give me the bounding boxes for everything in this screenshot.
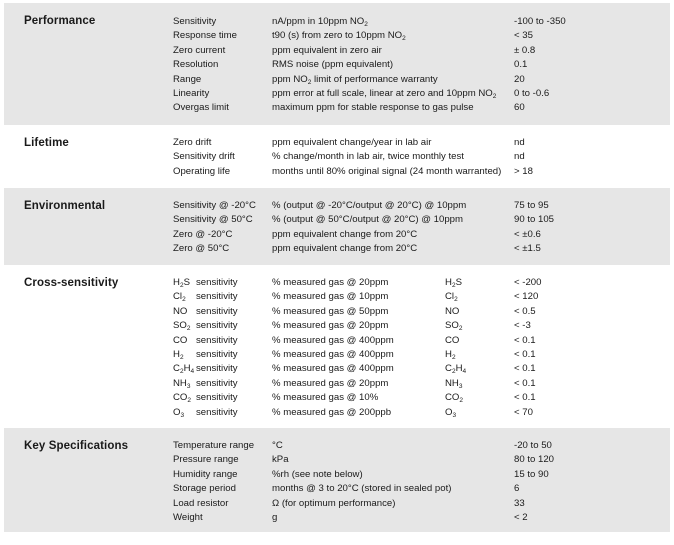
spec-description: g [272,512,278,523]
spec-description: kPa [272,454,289,466]
spec-parameter [173,391,238,405]
spec-parameter: Sensitivity [173,16,217,27]
spec-row [4,439,670,453]
spec-description: % measured gas @ 400ppm [272,363,394,375]
spec-parameter: Range [173,73,202,85]
spec-value: < 0.1 [514,392,536,404]
spec-value: 15 to 90 [514,468,549,480]
spec-description: % measured gas @ 50ppm [272,305,389,317]
spec-description: ppm $NO_2$ limit of performance warranty [272,73,438,86]
spec-row [4,305,670,319]
spec-value: 75 to 95 [514,200,549,211]
spec-description: % measured gas @ 200ppb [272,406,392,418]
sensitivity-label: sensitivity [196,334,238,346]
spec-row [4,44,670,58]
spec-parameter: Zero @ 50°C [173,243,230,255]
gas-formula: NO [173,305,188,317]
spec-parameter [173,377,238,391]
spec-value: < 0.5 [514,305,536,317]
spec-parameter: Weight [173,512,203,523]
spec-row [4,101,670,115]
test-gas: CO [445,334,460,346]
spec-description: ppm equivalent change from 20°C [272,228,418,240]
spec-row [4,290,670,304]
sensitivity-label: sensitivity [196,377,238,389]
spec-value: 0 to -0.6 [514,88,550,99]
gas-formula: $H_2$ [173,349,184,361]
section-environmental [4,188,670,265]
sensitivity-label: sensitivity [196,320,238,332]
sensitivity-label: sensitivity [196,349,238,360]
spec-row [4,136,670,150]
spec-value: < 0.1 [514,377,536,389]
spec-description: % measured gas @ 20ppm [272,377,389,389]
spec-value: 6 [514,483,520,495]
spec-description: % measured gas @ 10% [272,392,379,404]
spec-description: ppm equivalent change from 20°C [272,243,418,255]
spec-value: 0.1 [514,59,528,71]
spec-row [4,199,670,213]
spec-parameter: Zero drift [173,137,212,148]
spec-value: -20 to 50 [514,440,552,451]
spec-description: % change/month in lab air, twice monthly test [272,151,464,163]
gas-formula: $H_2S$ [173,277,190,289]
spec-description: %rh (see note below) [272,468,363,480]
sensitivity-label: sensitivity [196,291,238,303]
spec-parameter: Storage period [173,483,236,495]
spec-parameter: Overgas limit [173,102,229,114]
spec-parameter: Humidity range [173,468,238,480]
test-gas: $NH_3$ [445,377,463,390]
spec-row [4,165,670,179]
spec-row [4,228,670,242]
spec-parameter [173,406,238,420]
spec-parameter: Resolution [173,59,219,71]
section-title: Lifetime [24,137,69,149]
gas-formula: $O_3$ [173,406,185,419]
spec-row [4,213,670,227]
spec-parameter: Zero current [173,44,226,56]
spec-description: % measured gas @ 10ppm [272,291,389,303]
spec-parameter [173,276,238,290]
spec-row [4,348,670,362]
spec-value: < 0.1 [514,349,536,360]
spec-description: ppm error at full scale, linear at zero and 10ppm $NO_2$ [272,88,497,100]
spec-description: °C [272,440,283,451]
spec-value: > 18 [514,165,533,177]
spec-value: < 35 [514,30,533,42]
gas-formula: $SO_2$ [173,320,191,333]
section-lifetime [4,125,670,188]
spec-row [4,319,670,333]
spec-parameter: Operating life [173,165,231,177]
test-gas: $H_2S$ [445,277,462,289]
spec-value: < 120 [514,291,539,303]
spec-value: nd [514,151,525,163]
spec-description: maximum ppm for stable response to gas pulse [272,102,474,114]
spec-parameter: Zero @ -20°C [173,228,233,240]
spec-description: % (output @ -20°C/output @ 20°C) @ 10ppm [272,200,467,211]
spec-description: ppm equivalent in zero air [272,44,382,56]
spec-value: < 0.1 [514,363,536,375]
spec-description: % measured gas @ 20ppm [272,277,389,288]
spec-row [4,468,670,482]
test-gas: $H_2$ [445,349,456,361]
section-title: Key Specifications [24,440,129,452]
test-gas: $O_3$ [445,406,457,419]
spec-row [4,73,670,87]
section-title: Performance [24,15,96,27]
spec-parameter [173,319,238,333]
spec-value: 20 [514,73,525,85]
spec-row [4,242,670,256]
spec-value: < -200 [514,277,542,288]
sensitivity-label: sensitivity [196,363,238,375]
spec-parameter [173,305,238,319]
spec-description: % measured gas @ 400ppm [272,334,394,346]
spec-parameter: Sensitivity @ -20°C [173,200,256,211]
section-key-specifications [4,428,670,532]
spec-row [4,482,670,496]
section-title: Cross-sensitivity [24,277,119,289]
spec-parameter: Temperature range [173,440,255,451]
spec-value: -100 to -350 [514,16,566,27]
spec-row [4,15,670,29]
spec-description: t90 (s) from zero to 10ppm $NO_2$ [272,30,406,43]
section-cross-sensitivity [4,265,670,428]
spec-row [4,150,670,164]
sensitivity-label: sensitivity [196,406,238,418]
gas-formula: $CO_2$ [173,392,192,405]
spec-row [4,362,670,376]
spec-value: < ±1.5 [514,243,541,255]
spec-row [4,406,670,420]
spec-parameter: Linearity [173,88,210,99]
spec-description: RMS noise (ppm equivalent) [272,59,394,71]
spec-value: < 2 [514,512,528,523]
spec-row [4,497,670,511]
spec-description: ppm equivalent change/year in lab air [272,137,432,148]
spec-description: % (output @ 50°C/output @ 20°C) @ 10ppm [272,214,464,226]
spec-parameter [173,334,238,348]
spec-description: months until 80% original signal (24 month warranted) [272,165,502,177]
spec-parameter: Sensitivity @ 50°C [173,214,253,226]
spec-row [4,377,670,391]
test-gas: $CO_2$ [445,392,464,405]
spec-value: < -3 [514,320,531,332]
spec-description: % measured gas @ 400ppm [272,349,394,360]
sensitivity-label: sensitivity [196,277,238,288]
spec-value: ± 0.8 [514,44,536,56]
gas-formula: $NH_3$ [173,377,191,390]
spec-parameter [173,348,238,362]
test-gas: $SO_2$ [445,320,463,333]
spec-row [4,87,670,101]
test-gas: NO [445,305,460,317]
gas-formula: $Cl_2$ [173,291,186,304]
spec-description: months @ 3 to 20°C (stored in sealed pot) [272,483,452,495]
spec-parameter [173,362,238,376]
spec-value: 90 to 105 [514,214,555,226]
spec-row [4,58,670,72]
spec-parameter: Load resistor [173,497,229,509]
spec-value: nd [514,137,525,148]
spec-description: nA/ppm in 10ppm $NO_2$ [272,16,368,28]
spec-row [4,453,670,467]
sensitivity-label: sensitivity [196,392,238,404]
spec-value: < ±0.6 [514,228,541,240]
spec-value: 33 [514,497,525,509]
gas-formula: $C_2H_4$ [173,363,195,376]
spec-parameter: Pressure range [173,454,239,466]
section-performance [4,3,670,125]
spec-row [4,334,670,348]
spec-value: < 0.1 [514,334,536,346]
spec-parameter: Response time [173,30,237,42]
sensitivity-label: sensitivity [196,305,238,317]
spec-row [4,511,670,525]
spec-row [4,29,670,43]
test-gas: $Cl_2$ [445,291,458,304]
spec-value: 80 to 120 [514,454,555,466]
spec-description: Ω (for optimum performance) [272,497,396,509]
spec-value: < 70 [514,406,533,418]
spec-parameter [173,290,238,304]
spec-value: 60 [514,102,525,114]
spec-parameter: Sensitivity drift [173,151,235,163]
spec-row [4,391,670,405]
spec-description: % measured gas @ 20ppm [272,320,389,332]
spec-row [4,276,670,290]
test-gas: $C_2H_4$ [445,363,467,376]
section-title: Environmental [24,200,106,212]
gas-formula: CO [173,334,188,346]
